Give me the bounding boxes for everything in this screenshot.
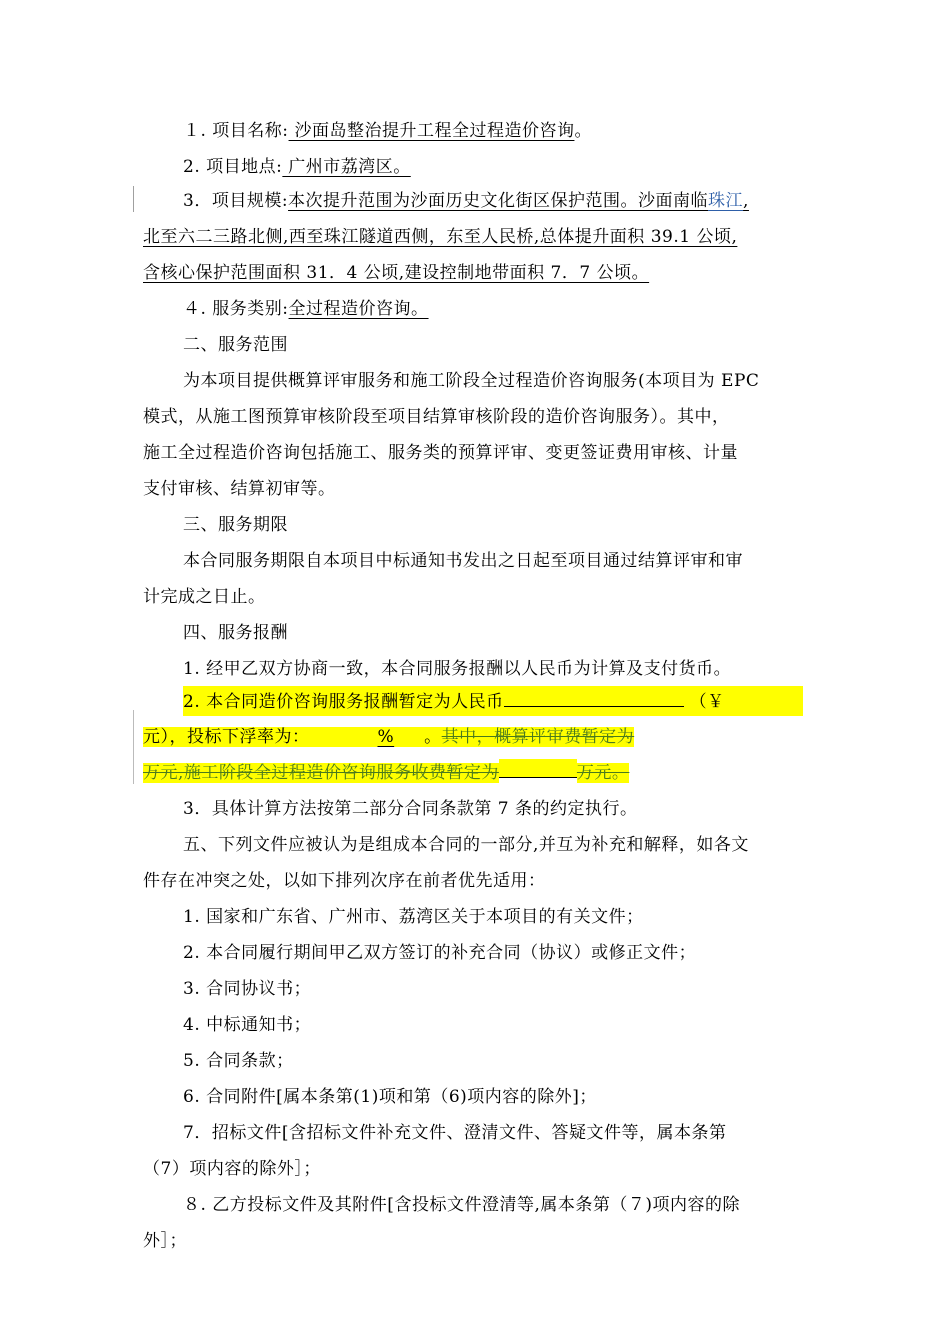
doc-item-8-line-2: 外］；: [143, 1231, 187, 1251]
deleted-text: 万元,施工阶段全过程造价咨询服务收费暂定为: [143, 763, 499, 783]
deleted-text: 万元。: [576, 763, 630, 783]
link-pearl-river[interactable]: 珠江: [708, 191, 744, 211]
revision-bar: [133, 710, 134, 784]
value: 含核心保护范围面积 31．4 公顷,建设控制地带面积 7．7 公顷。: [143, 263, 650, 283]
item-project-scale: [183, 186, 749, 216]
label: 3．项目规模:: [183, 191, 289, 211]
fee-text: 元），投标下浮率为：: [143, 727, 310, 747]
label: 2. 项目地点:: [183, 157, 283, 177]
item-project-scale-line-3: [143, 258, 649, 288]
fee-item-2-line-3: [143, 758, 629, 788]
item-project-name: [183, 116, 592, 146]
fee-text: 2. 本合同造价咨询服务报酬暂定为人民币: [183, 692, 504, 712]
item-project-scale-line-2: [143, 222, 737, 252]
fee-text: （￥: [689, 692, 725, 712]
heading-service-fee: 四、服务报酬: [183, 623, 288, 643]
doc-item-7-line-2: （7）项内容的除外］；: [143, 1159, 321, 1179]
fee-amount-blank[interactable]: [504, 686, 684, 707]
item-project-location: [183, 152, 411, 182]
value-end: ,: [743, 191, 749, 211]
scope-line-1: 为本项目提供概算评审服务和施工阶段全过程造价咨询服务(本项目为 EPC: [183, 371, 760, 391]
period-line-2: 计完成之日止。: [143, 587, 266, 607]
fee-item-3: 3．具体计算方法按第二部分合同条款第 7 条的约定执行。: [183, 799, 638, 819]
fee-item-2-line-2: [143, 722, 808, 752]
deleted-text: 其中，概算评审费暂定为: [441, 727, 635, 747]
value: 北至六二三路北侧,西至珠江隧道西侧，东至人民桥,总体提升面积 39.1 公顷,: [143, 227, 738, 247]
doc-item-3: 3. 合同协议书；: [183, 979, 312, 999]
heading-contract-documents: 五、下列文件应被认为是组成本合同的一部分,并互为补充和解释，如各文: [183, 835, 749, 855]
construction-fee-blank[interactable]: [499, 759, 577, 778]
doc-item-2: 2. 本合同履行期间甲乙双方签订的补充合同（协议）或修正文件；: [183, 943, 697, 963]
value: 本次提升范围为沙面历史文化街区保护范围。沙面南临: [288, 191, 709, 211]
value: 全过程造价咨询。: [288, 299, 429, 319]
fee-item-2: [183, 686, 803, 716]
item-service-category: [183, 294, 429, 324]
doc-item-4: 4. 中标通知书；: [183, 1015, 312, 1035]
scope-line-3: 施工全过程造价咨询包括施工、服务类的预算评审、变更签证费用审核、计量: [143, 443, 738, 463]
heading-service-scope: 二、服务范围: [183, 335, 288, 355]
heading-contract-documents-line-2: 件存在冲突之处，以如下排列次序在前者优先适用：: [143, 871, 546, 891]
value: 广州市荔湾区。: [282, 157, 411, 177]
scope-line-2: 模式，从施工图预算审核阶段至项目结算审核阶段的造价咨询服务）。其中，: [143, 407, 730, 427]
doc-item-1: 1. 国家和广东省、广州市、荔湾区关于本项目的有关文件；: [183, 907, 644, 927]
heading-service-period: 三、服务期限: [183, 515, 288, 535]
fee-item-1: 1. 经甲乙双方协商一致，本合同服务报酬以人民币为计算及支付货币。: [183, 659, 732, 679]
doc-item-7: 7．招标文件[含招标文件补充文件、澄清文件、答疑文件等，属本条第: [183, 1123, 727, 1143]
period-line-1: 本合同服务期限自本项目中标通知书发出之日起至项目通过结算评审和审: [183, 551, 743, 571]
label: ４. 服务类别:: [183, 299, 289, 319]
fee-text: 。: [424, 727, 442, 747]
value: 沙面岛整治提升工程全过程造价咨询: [288, 121, 575, 141]
value-end: 。: [574, 121, 592, 141]
doc-item-5: 5. 合同条款；: [183, 1051, 294, 1071]
revision-bar: [133, 186, 134, 212]
doc-item-8: ８. 乙方投标文件及其附件[含投标文件澄清等,属本条第（７)项内容的除: [183, 1195, 740, 1215]
scope-line-4: 支付审核、结算初审等。: [143, 479, 336, 499]
doc-item-6: 6. 合同附件[属本条第(1)项和第（6)项内容的除外]；: [183, 1087, 597, 1107]
label: １. 项目名称:: [183, 121, 289, 141]
discount-rate-blank[interactable]: %: [310, 727, 425, 747]
